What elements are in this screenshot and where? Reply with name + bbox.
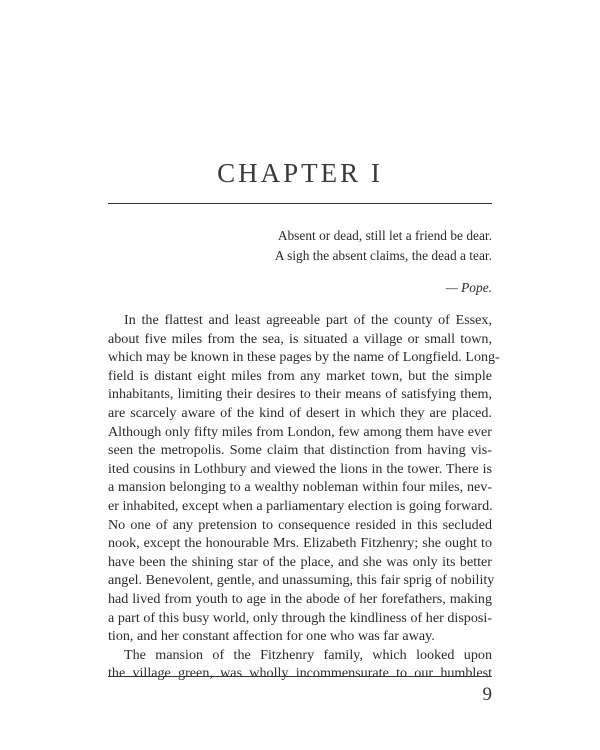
- text-line: about five miles from the sea, is situated a village or small town,: [108, 330, 492, 347]
- page-number: 9: [482, 684, 492, 705]
- text-line: inhabitants, limiting their desires to their means of satisfying them,: [108, 386, 492, 403]
- text-line: angel. Benevolent, gentle, and unassuming, this fair sprig of nobility: [108, 572, 495, 589]
- text-line: Although only fifty miles from London, few among them have ever: [108, 423, 492, 440]
- epigraph-line: Absent or dead, still let a friend be dear.: [277, 228, 492, 243]
- text-line: tion, and her constant affection for one who was far away.: [108, 628, 435, 645]
- bottom-divider: [108, 676, 492, 677]
- epigraph: [108, 226, 492, 298]
- text-line: ited cousins in Lothbury and viewed the lions in the tower. There is: [108, 460, 492, 477]
- text-line: The mansion of the Fitzhenry family, which looked upon: [124, 646, 492, 663]
- text-line: which may be known in these pages by the name of Longfield. Long-: [108, 349, 500, 366]
- text-line: er inhabited, except when a parliamentary election is going forward.: [108, 497, 493, 514]
- text-line: seen the metropolis. Some claim that distinction from having vis-: [108, 442, 492, 459]
- text-line: a part of this busy world, only through the kindliness of her disposi-: [108, 609, 492, 626]
- text-line: the village green, was wholly incommensurate to our humblest: [108, 665, 492, 682]
- text-line: nook, except the honourable Mrs. Elizabeth Fitzhenry; she ought to: [108, 535, 492, 552]
- text-line: are scarcely aware of the kind of desert in which they are placed.: [108, 404, 492, 421]
- text-line: No one of any pretension to consequence resided in this secluded: [108, 516, 492, 533]
- epigraph-line: A sigh the absent claims, the dead a tear.: [274, 247, 492, 263]
- top-divider: [108, 203, 492, 204]
- text-line: have been the shining star of the place, and she was only its better: [108, 553, 492, 570]
- chapter-title: CHAPTER I: [217, 158, 383, 188]
- text-line: had lived from youth to age in the abode of her forefathers, making: [108, 590, 492, 607]
- body-text: [108, 311, 500, 683]
- text-line: field is distant eight miles from any market town, but the simple: [108, 367, 492, 384]
- text-line: a mansion belonging to a wealthy nobleman within four miles, nev-: [108, 479, 492, 496]
- text-line: In the flattest and least agreeable part of the county of Essex,: [124, 312, 492, 328]
- epigraph-attribution: — Pope.: [445, 280, 492, 295]
